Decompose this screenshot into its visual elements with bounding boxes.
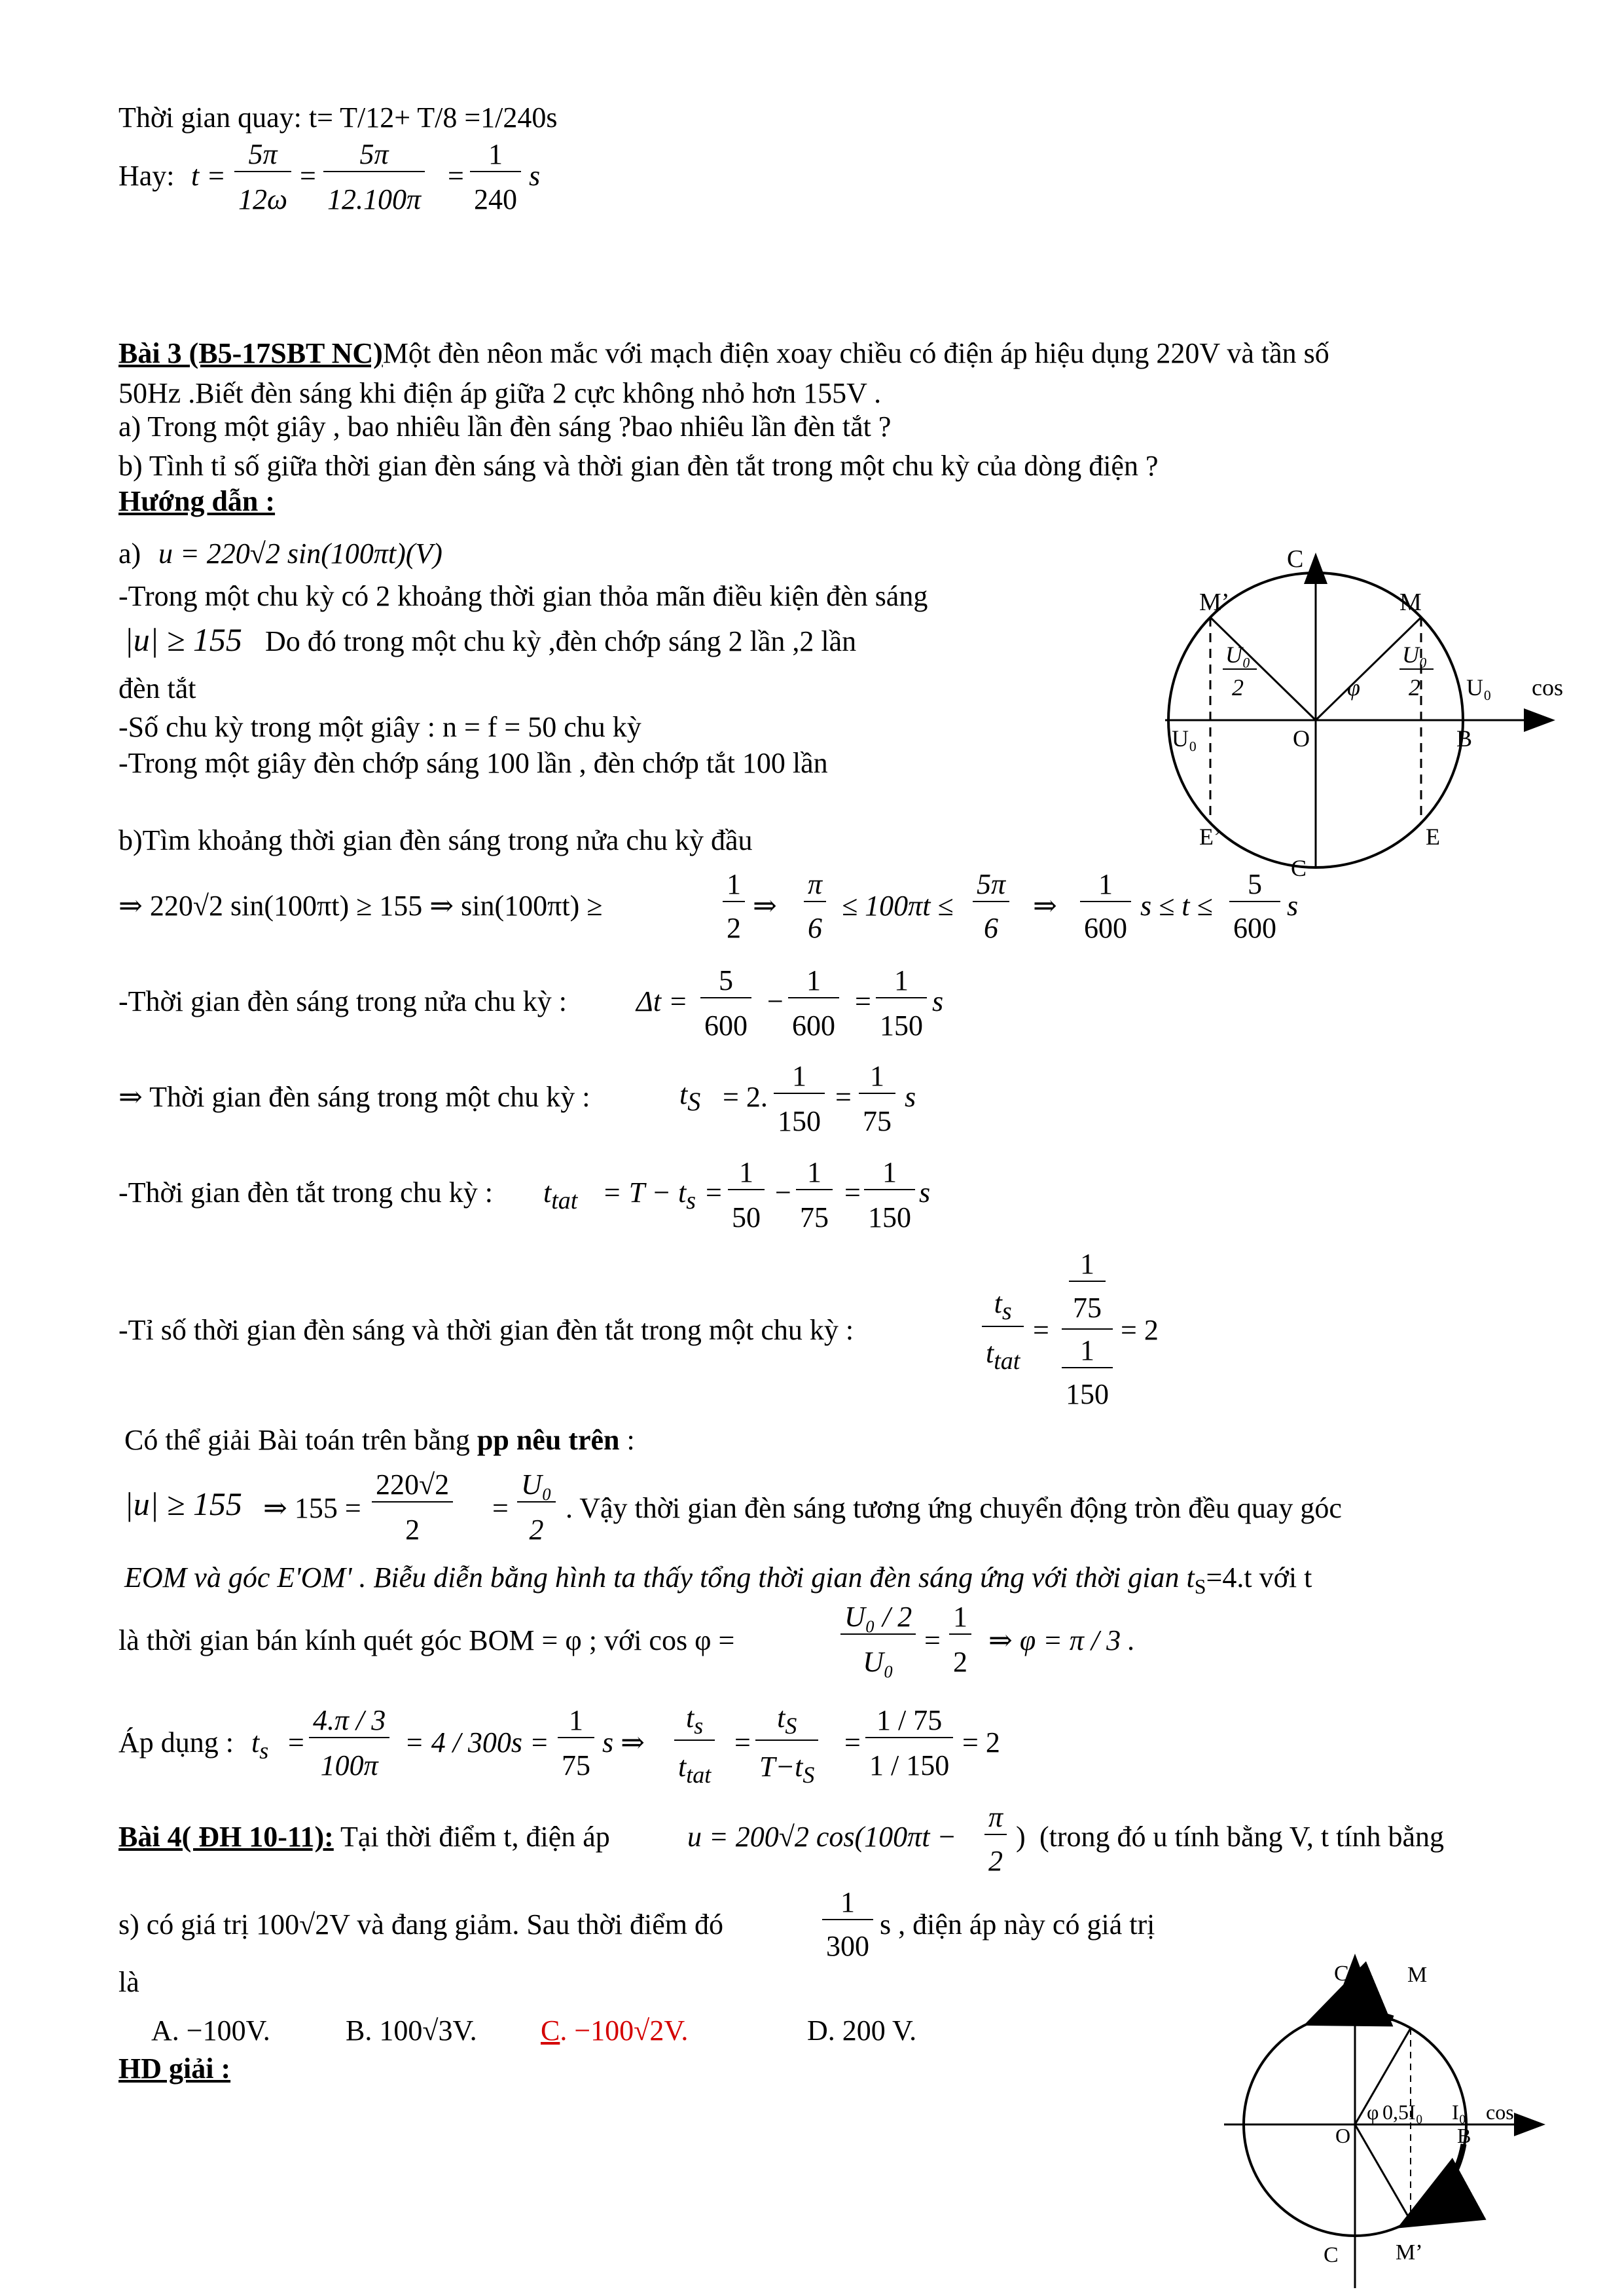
frac-pi-6: π 6 (804, 867, 826, 945)
label-u0-right-num: U₀ (1402, 642, 1428, 668)
frac-1-75: 1 75 (859, 1059, 895, 1138)
eq-sign: = (492, 1492, 509, 1524)
eq-sign: = (924, 1624, 941, 1656)
rotation-arc-bottom (1407, 2144, 1464, 2223)
label2-M: M (1407, 1963, 1428, 1987)
apply-arrow: s ⇒ (602, 1726, 645, 1758)
label2-cos: cos (1486, 2100, 1514, 2124)
eq-sign: = (855, 985, 871, 1017)
line-rotation-time: Thời gian quay: t= T/12+ T/8 =1/240s (118, 101, 558, 134)
frac-5-600: 5 600 (700, 964, 751, 1042)
label2-phi: φ (1367, 2100, 1379, 2124)
eq-sign: = (706, 1176, 722, 1209)
alt3-text: là thời gian bán kính quét góc BOM = φ ; với cos φ = (118, 1624, 735, 1656)
frac-ts-ttat-2: $t_s$ $t_{tat}$ (674, 1701, 715, 1789)
unit-s: s (905, 1081, 916, 1113)
unit-s: s (529, 160, 541, 192)
frac-1-150: 1 150 (876, 964, 927, 1042)
abs-u-155: |u| ≥ 155 (124, 621, 242, 658)
frac-220sqrt2-2: 220√2 2 (372, 1468, 453, 1546)
bai3-question-a: a) Trong một giây , bao nhiêu lần đèn sáng ?bao nhiêu lần đèn tắt ? (118, 410, 892, 443)
frac-5pi-6: 5π 6 (973, 867, 1009, 945)
eq-sign: = (844, 1176, 861, 1209)
alt-intro: Có thể giải Bài toán trên bằng pp nêu trên : (124, 1424, 635, 1456)
frac-5-600: 5 600 (1229, 867, 1280, 945)
b-eq-part1: ⇒ 220√2 sin(100πt) ≥ 155 ⇒ sin(100πt) ≥ (118, 890, 603, 922)
label-u0-left-num: U₀ (1225, 642, 1251, 668)
bai4-text1b: (trong đó u tính bằng V, t tính bằng (1039, 1821, 1445, 1853)
b-intro: b)Tìm khoảng thời gian đèn sáng trong nửa chu kỳ đầu (118, 824, 753, 856)
frac-1-150: 1 150 (774, 1059, 825, 1138)
frac-1-150: 1 150 (864, 1156, 915, 1234)
bai3-title: Bài 3 (B5-17SBT NC) (118, 337, 383, 369)
b-eq-part5: s ≤ t ≤ (1140, 890, 1213, 922)
frac-1-240: 1 240 (470, 137, 521, 216)
frac-175-1150: 1 / 75 1 / 150 (865, 1704, 953, 1782)
label2-C-top: C (1334, 1961, 1349, 1986)
ttat-lhs: $t_{tat}$ (543, 1176, 578, 1214)
label-B: B (1456, 725, 1473, 752)
minus: − (775, 1176, 791, 1209)
minus: − (767, 985, 784, 1017)
eq-sign: = (835, 1081, 852, 1113)
b-eq-arrow1: ⇒ (753, 890, 777, 922)
bai3-text1: Một đèn nêon mắc với mạch điện xoay chiều có điện áp hiệu dụng 220V và tần số (382, 337, 1329, 369)
label2-B: B (1457, 2124, 1471, 2147)
frac-1-75: 1 75 (558, 1704, 594, 1782)
a-line1: -Trong một chu kỳ có 2 khoảng thời gian thỏa mãn điều kiện đèn sáng (118, 580, 928, 612)
eq-sign: = (734, 1726, 751, 1758)
apply-ts: $t_s$ (251, 1726, 269, 1764)
full-period-text: ⇒ Thời gian đèn sáng trong một chu kỳ : (118, 1081, 590, 1113)
bai3-header (118, 339, 1329, 368)
a-equation: u = 220√2 sin(100πt)(V) (158, 538, 442, 570)
eq-sign: = (448, 160, 464, 192)
frac-1-75: 1 75 (796, 1156, 833, 1234)
hd-heading: HD giải : (118, 2052, 231, 2085)
frac-1-2: 1 2 (723, 867, 745, 945)
frac-U0half-U0: U₀ / 2 U₀ (840, 1600, 916, 1679)
bai4-eq-u: u = 200√2 cos(100πt − (687, 1821, 957, 1853)
alt2-line: EOM và góc E'OM' . Biễu diễn bằng hình ta thấy tổng thời gian đèn sáng ứng với thời gian $t_S=4.t$ với t (124, 1561, 1312, 1598)
guide-heading: Hướng dẫn : (118, 485, 276, 517)
option-a[interactable]: A. −100V. (151, 2014, 270, 2047)
abs-u-155-2: |u| ≥ 155 (124, 1485, 242, 1522)
bai3-text2: 50Hz .Biết đèn sáng khi điện áp giữa 2 cực không nhỏ hơn 155V . (118, 377, 882, 409)
label-O: O (1293, 725, 1310, 752)
frac-ts-ttat: $t_s$ $t_{tat}$ (982, 1286, 1024, 1376)
a-line3: đèn tắt (118, 672, 196, 704)
label2-O: O (1335, 2124, 1351, 2147)
ts-lhs: $t_S$ (679, 1078, 701, 1116)
label-phi: φ (1347, 674, 1360, 701)
frac-4pi3-100pi: 4.π / 3 100π (309, 1704, 389, 1782)
phasor-circle-diagram-2 (1211, 1948, 1551, 2295)
frac-1-2: 1 2 (949, 1600, 971, 1679)
ratio-result: = 2 (1121, 1314, 1159, 1346)
delta-t: Δt = (636, 985, 688, 1017)
label2-half-I0: 0,5I₀ (1382, 2100, 1423, 2124)
rotation-arc-top (1314, 2013, 1393, 2021)
b-eq-unit: s (1287, 890, 1299, 922)
off-time-text: -Thời gian đèn tắt trong chu kỳ : (118, 1176, 493, 1209)
a-line4: -Số chu kỳ trong một giây : n = f = 50 chu kỳ (118, 711, 641, 743)
frac-U0-2: U₀ 2 (517, 1468, 556, 1546)
frac-pi-2: π 2 (984, 1800, 1007, 1878)
frac-1-50: 1 50 (728, 1156, 765, 1234)
label-M-prime: M’ (1199, 589, 1230, 616)
unit-s: s (932, 985, 944, 1017)
label-E: E (1426, 824, 1440, 850)
half-period-text: -Thời gian đèn sáng trong nửa chu kỳ : (118, 985, 567, 1017)
eq-sign: = (844, 1726, 861, 1758)
b-eq-arrow2: ⇒ (1033, 890, 1057, 922)
label-U0-left: U₀ (1172, 725, 1197, 752)
apply-result: = 2 (962, 1726, 1000, 1758)
label-u0-left-den: 2 (1232, 674, 1244, 701)
a-line2: Do đó trong một chu kỳ ,đèn chớp sáng 2 lần ,2 lần (265, 625, 857, 657)
bai4-title: Bài 4( ĐH 10-11): Tại thời điểm t, điện áp (118, 1821, 610, 1853)
frac-1-300: 1 300 (822, 1886, 873, 1963)
bai4-text2b: s , điện áp này có giá trị (880, 1908, 1155, 1941)
eq-sign: = (300, 160, 316, 192)
label-cos: cos (1532, 674, 1563, 701)
label2-I0: I₀ (1452, 2100, 1466, 2124)
ratio-text: -Tỉ số thời gian đèn sáng và thời gian đèn tắt trong một chu kỳ : (118, 1314, 854, 1346)
radius-OMp-2 (1355, 2124, 1411, 2221)
frac-5pi-12100pi: 5π 12.100π (323, 137, 425, 216)
alt1-arrow: ⇒ 155 = (263, 1492, 361, 1524)
label-M: M (1399, 589, 1422, 616)
frac-5pi-12w: 5π 12ω (234, 137, 291, 216)
label2-M-prime: M’ (1396, 2240, 1423, 2265)
t-lhs: t = (191, 160, 226, 192)
frac-tS-TminustS: $t_S$ $T-t_S$ (755, 1701, 818, 1789)
compound-frac: 1 75 1 150 (1062, 1247, 1113, 1411)
label-C-top: C (1287, 545, 1304, 573)
b-eq-part3: ≤ 100πt ≤ (842, 890, 954, 922)
label-U0-right: U₀ (1466, 674, 1492, 701)
option-c[interactable]: C. −100√2V. (541, 2014, 689, 2047)
frac-1-600: 1 600 (1080, 867, 1131, 945)
frac-1-600: 1 600 (788, 964, 839, 1042)
phasor-circle-diagram (1152, 543, 1578, 890)
apply-label: Áp dụng : (118, 1726, 234, 1758)
bai4-eq-close: ) (1016, 1821, 1026, 1853)
alt1-text: . Vậy thời gian đèn sáng tương ứng chuyển động tròn đều quay góc (566, 1492, 1342, 1524)
eq-sign: = (1033, 1314, 1049, 1346)
apply-mid: = 4 / 300s = (405, 1726, 549, 1758)
label-E-prime: E’ (1199, 824, 1221, 850)
hay-label: Hay: (118, 160, 175, 192)
label2-C-bottom: C (1324, 2243, 1339, 2267)
eq-sign: = (288, 1726, 304, 1758)
option-d[interactable]: D. 200 V. (807, 2014, 917, 2047)
a-line5: -Trong một giây đèn chớp sáng 100 lần , đèn chớp tắt 100 lần (118, 747, 828, 779)
bai4-text3: là (118, 1966, 139, 1998)
unit-s: s (919, 1176, 931, 1209)
option-b[interactable]: B. 100√3V. (346, 2014, 477, 2047)
label-u0-right-den: 2 (1409, 674, 1420, 701)
label-C-bottom: C (1291, 855, 1307, 881)
bai3-question-b: b) Tình tỉ số giữa thời gian đèn sáng và thời gian đèn tắt trong một chu kỳ của dòng điện ? (118, 450, 1159, 482)
ts-mid: = 2. (723, 1081, 768, 1113)
ttat-mid: = $T - t_s$ (602, 1176, 696, 1214)
a-label: a) (118, 538, 141, 570)
bai4-text2a: s) có giá trị 100√2V và đang giảm. Sau thời điểm đó (118, 1908, 724, 1941)
phi-result: ⇒ φ = π / 3 . (988, 1624, 1136, 1656)
